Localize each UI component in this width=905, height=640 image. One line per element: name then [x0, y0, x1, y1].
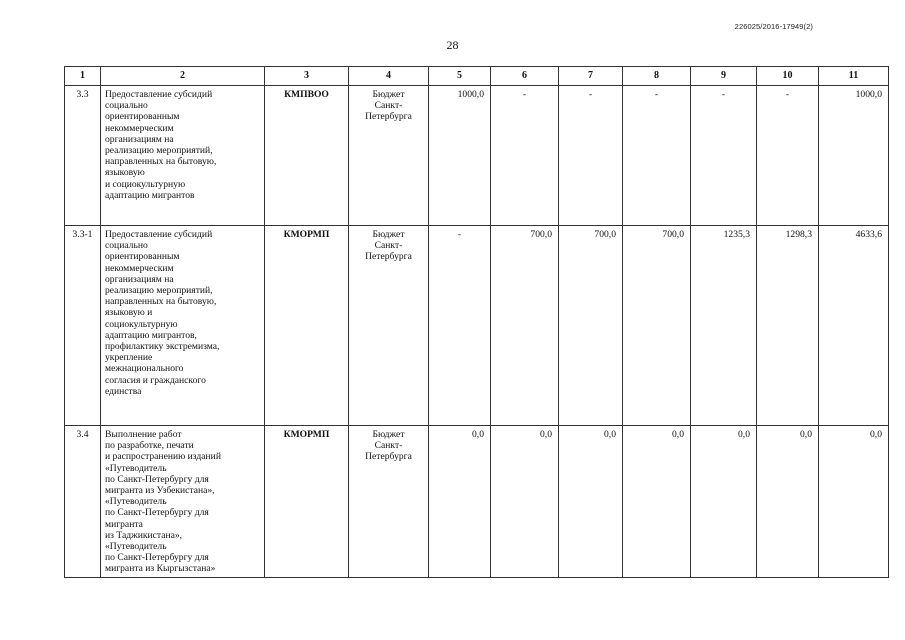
- value-cell: -: [623, 86, 691, 226]
- value-cell: -: [429, 226, 491, 426]
- column-header: 4: [349, 67, 429, 86]
- activity-name: [101, 86, 265, 226]
- activity-name-line: некоммерческим: [105, 122, 174, 134]
- activity-name: [101, 426, 265, 578]
- budget-table: [64, 66, 889, 578]
- responsible-executor: КМОРМП: [265, 226, 349, 426]
- column-header: 11: [819, 67, 889, 86]
- column-header: 7: [559, 67, 623, 86]
- activity-name-line: межнационального: [105, 363, 184, 375]
- activity-name-line: и социокультурную: [105, 178, 186, 190]
- activity-name-line: «Путеводитель: [105, 541, 167, 553]
- activity-name-line: мигранта: [105, 518, 143, 530]
- activity-name-line: адаптацию мигрантов: [105, 189, 195, 201]
- value-cell: 1298,3: [757, 226, 819, 426]
- table-row: [65, 426, 889, 578]
- activity-name-line: ориентированным: [105, 111, 180, 123]
- activity-name-line: некоммерческим: [105, 262, 174, 274]
- column-header: 8: [623, 67, 691, 86]
- activity-name-line: укрепление: [105, 352, 153, 364]
- value-cell: -: [757, 86, 819, 226]
- value-cell: 0,0: [757, 426, 819, 578]
- activity-name-line: и распространению изданий: [105, 451, 221, 463]
- header-row: [65, 67, 889, 86]
- activity-name-line: Выполнение работ: [105, 429, 182, 440]
- column-header: 10: [757, 67, 819, 86]
- row-number: 3.3-1: [65, 226, 101, 426]
- responsible-executor: КМОРМП: [265, 426, 349, 578]
- value-cell: 0,0: [429, 426, 491, 578]
- activity-name-line: по разработке, печати: [105, 440, 194, 452]
- column-header: 3: [265, 67, 349, 86]
- column-header: 6: [491, 67, 559, 86]
- row-number: 3.3: [65, 86, 101, 226]
- activity-name-line: из Таджикистана»,: [105, 529, 183, 541]
- column-header: 2: [101, 67, 265, 86]
- value-cell: -: [491, 86, 559, 226]
- activity-name-line: организациям на: [105, 133, 174, 145]
- table-row: [65, 226, 889, 426]
- document-id: 226025/2016-17949(2): [734, 22, 813, 31]
- value-cell: 700,0: [491, 226, 559, 426]
- value-cell: 0,0: [623, 426, 691, 578]
- funding-source: Бюджет Санкт-Петербурга: [349, 86, 429, 226]
- activity-name-line: согласия и гражданского: [105, 374, 206, 386]
- value-cell: 700,0: [559, 226, 623, 426]
- activity-name-line: реализацию мероприятий,: [105, 145, 213, 157]
- activity-name-line: социально: [105, 100, 148, 112]
- column-header: 5: [429, 67, 491, 86]
- value-cell: 0,0: [491, 426, 559, 578]
- activity-name-line: профилактику экстремизма,: [105, 341, 220, 353]
- value-cell: 1235,3: [691, 226, 757, 426]
- activity-name-line: мигранта из Кыргызстана»: [105, 563, 216, 575]
- activity-name-line: ориентированным: [105, 251, 180, 263]
- activity-name-line: направленных на бытовую,: [105, 156, 217, 168]
- activity-name-line: реализацию мероприятий,: [105, 285, 213, 297]
- value-cell: 0,0: [559, 426, 623, 578]
- column-header: 9: [691, 67, 757, 86]
- value-cell: 0,0: [691, 426, 757, 578]
- activity-name-line: социокультурную: [105, 318, 178, 330]
- value-cell: -: [691, 86, 757, 226]
- value-cell: 0,0: [819, 426, 889, 578]
- activity-name-line: единства: [105, 385, 142, 397]
- value-cell: 4633,6: [819, 226, 889, 426]
- activity-name-line: направленных на бытовую,: [105, 296, 217, 308]
- activity-name-line: по Санкт-Петербургу для: [105, 552, 209, 564]
- activity-name-line: языковую и: [105, 307, 153, 319]
- activity-name-line: организациям на: [105, 273, 174, 285]
- activity-name-line: Предоставление субсидий: [105, 89, 213, 100]
- value-cell: 1000,0: [429, 86, 491, 226]
- activity-name-line: социально: [105, 240, 148, 252]
- table-row: [65, 86, 889, 226]
- activity-name-line: мигранта из Узбекистана»,: [105, 485, 215, 497]
- activity-name-line: «Путеводитель: [105, 496, 167, 508]
- row-number: 3.4: [65, 426, 101, 578]
- value-cell: -: [559, 86, 623, 226]
- activity-name: [101, 226, 265, 426]
- funding-source: Бюджет Санкт-Петербурга: [349, 426, 429, 578]
- activity-name-line: языковую: [105, 167, 145, 179]
- column-header: 1: [65, 67, 101, 86]
- responsible-executor: КМПВОО: [265, 86, 349, 226]
- funding-source: Бюджет Санкт-Петербурга: [349, 226, 429, 426]
- activity-name-line: адаптацию мигрантов,: [105, 329, 197, 341]
- value-cell: 700,0: [623, 226, 691, 426]
- activity-name-line: по Санкт-Петербургу для: [105, 507, 209, 519]
- page-number: 28: [446, 38, 459, 52]
- activity-name-line: «Путеводитель: [105, 462, 167, 474]
- value-cell: 1000,0: [819, 86, 889, 226]
- activity-name-line: по Санкт-Петербургу для: [105, 473, 209, 485]
- activity-name-line: Предоставление субсидий: [105, 229, 213, 240]
